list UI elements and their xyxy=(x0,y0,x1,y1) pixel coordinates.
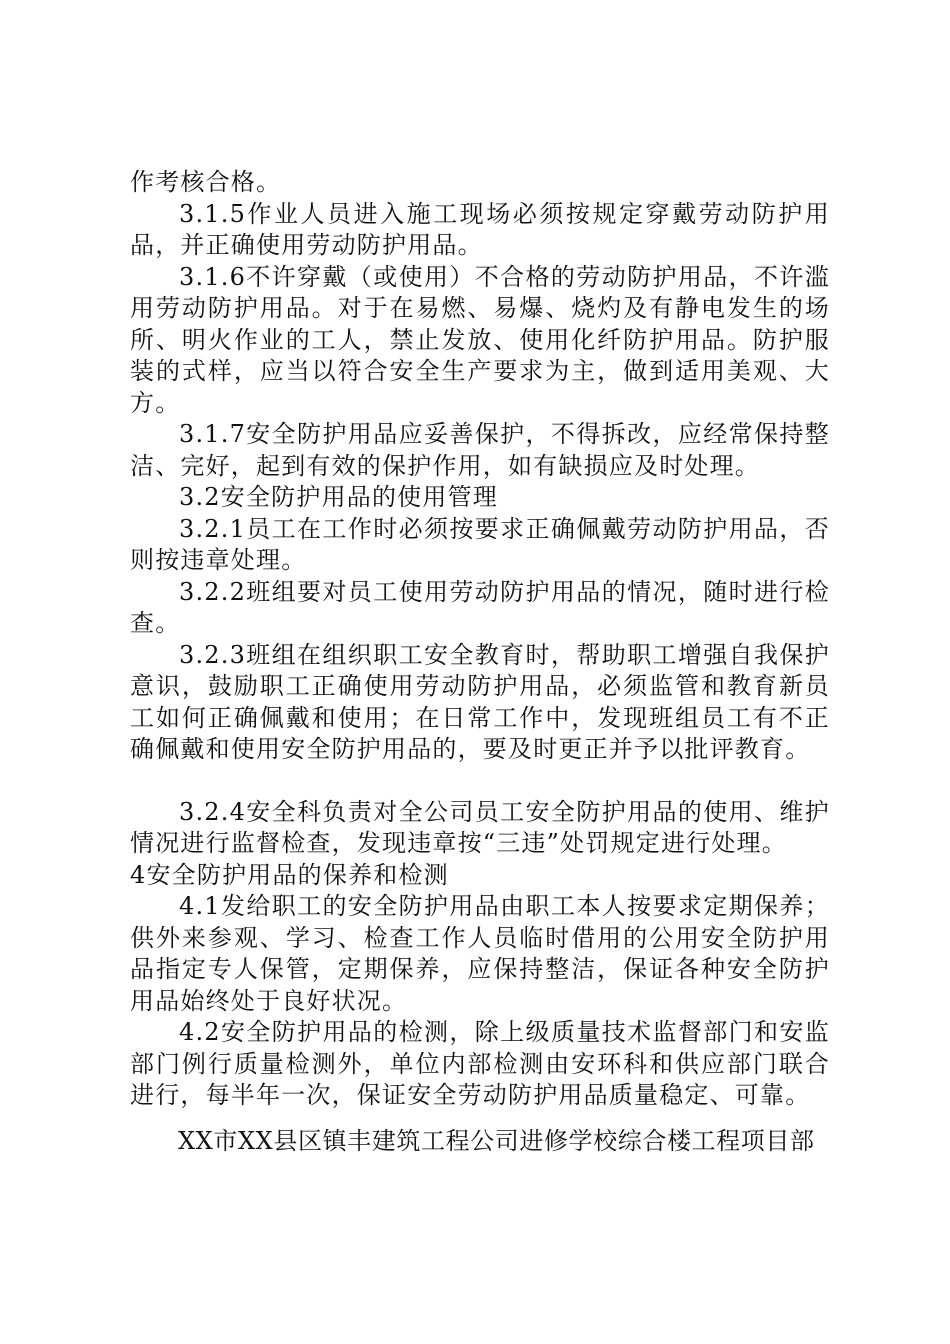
paragraph: 3.1.7安全防护用品应妥善保护，不得拆改，应经常保持整洁、完好，起到有效的保护作用，如有缺损应及时处理。 xyxy=(130,420,830,480)
document-body xyxy=(130,167,830,1112)
signature-line: XX市XX县区镇丰建筑工程公司进修学校综合楼工程项目部 xyxy=(178,1127,815,1155)
paragraph: 3.1.6不许穿戴（或使用）不合格的劳动防护用品，不许滥用劳动防护用品。对于在易燃、易爆、烧灼及有静电发生的场所、明火作业的工人，禁止发放、使用化纤防护用品。防护服装的式样，应当以符合安全生产要求为主，做到适用美观、大方。 xyxy=(130,262,830,417)
paragraph: 作考核合格。 xyxy=(130,168,282,196)
paragraph: 4.2安全防护用品的检测，除上级质量技术监督部门和安监部门例行质量检测外，单位内部检测由安环科和供应部门联合进行，每半年一次，保证安全劳动防护用品质量稳定、可靠。 xyxy=(130,1018,830,1109)
paragraph: 3.2.2班组要对员工使用劳动防护用品的情况，随时进行检查。 xyxy=(130,577,830,637)
paragraph: 3.2.4安全科负责对全公司员工安全防护用品的使用、维护情况进行监督检查，发现违章按“三违”处罚规定进行处理。 xyxy=(130,797,830,857)
paragraph: 4.1发给职工的安全防护用品由职工本人按要求定期保养；供外来参观、学习、检查工作人员临时借用的公用安全防护用品指定专人保管，定期保养，应保持整洁，保证各种安全防护用品始终处于良好状况。 xyxy=(130,892,830,1015)
section-heading: 4安全防护用品的保养和检测 xyxy=(130,860,449,889)
paragraph: 3.2.1员工在工作时必须按要求正确佩戴劳动防护用品，否则按违章处理。 xyxy=(130,514,830,574)
section-heading: 3.2安全防护用品的使用管理 xyxy=(179,483,498,511)
paragraph: 3.2.3班组在组织职工安全教育时，帮助职工增强自我保护意识，鼓励职工正确使用劳动防护用品，必须监管和教育新员工如何正确佩戴和使用；在日常工作中，发现班组员工有不正确佩戴和使用安全防护用品的，要及时更正并予以批评教育。 xyxy=(130,640,830,763)
paragraph: 3.1.5作业人员进入施工现场必须按规定穿戴劳动防护用品，并正确使用劳动防护用品。 xyxy=(130,199,830,259)
